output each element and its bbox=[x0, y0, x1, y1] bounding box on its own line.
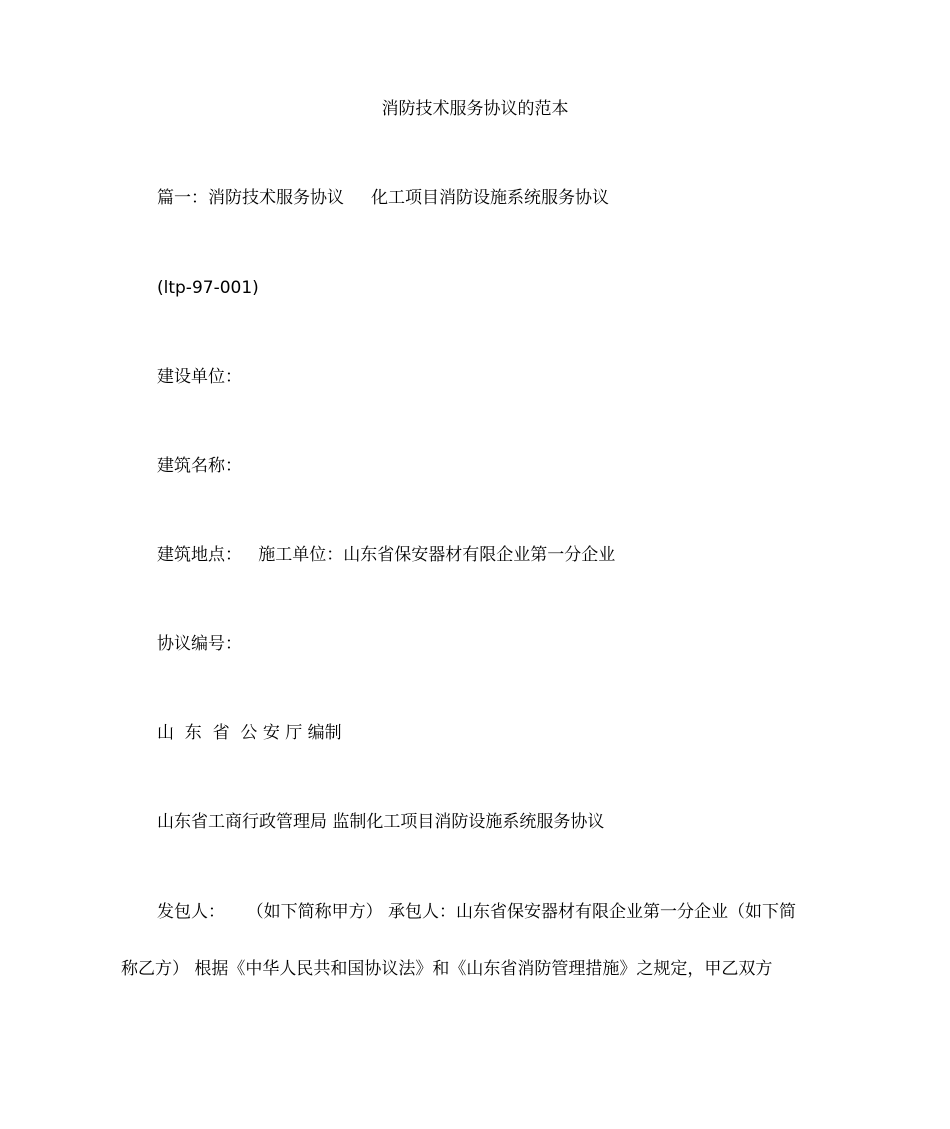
field-build-unit: 建设单位： bbox=[157, 367, 242, 387]
agreement-code: (ltp-97-001) bbox=[157, 278, 259, 298]
paragraph-line-1: 发包人： （如下简称甲方） 承包人：山东省保安器材有限企业第一分企业（如下简 bbox=[157, 902, 797, 922]
paragraph-line-2: 称乙方） 根据《中华人民共和国协议法》和《山东省消防管理措施》之规定，甲乙双方 bbox=[121, 959, 773, 979]
section-heading: 篇一：消防技术服务协议 化工项目消防设施系统服务协议 bbox=[157, 188, 610, 208]
compiled-by: 山 东 省 公 安 厅 编制 bbox=[157, 723, 342, 743]
field-building-name: 建筑名称： bbox=[157, 456, 242, 476]
field-agreement-number: 协议编号： bbox=[157, 634, 242, 654]
supervised-by: 山东省工商行政管理局 监制化工项目消防设施系统服务协议 bbox=[157, 812, 605, 832]
field-location-contractor: 建筑地点： 施工单位：山东省保安器材有限企业第一分企业 bbox=[157, 545, 616, 565]
document-title: 消防技术服务协议的范本 bbox=[381, 99, 569, 119]
